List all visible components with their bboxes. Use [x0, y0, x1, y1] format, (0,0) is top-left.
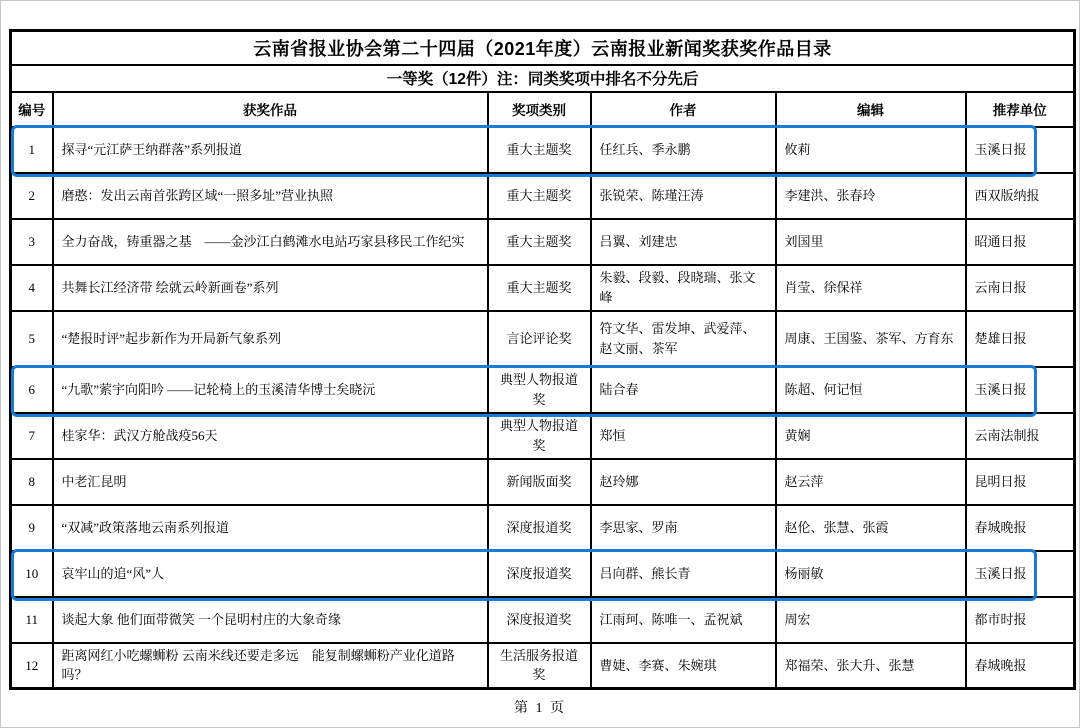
- cell-editors: 攸莉: [776, 127, 966, 173]
- cell-category: 重大主题奖: [488, 219, 591, 265]
- cell-work: 哀牢山的追“风”人: [53, 551, 488, 597]
- cell-unit: 都市时报: [966, 597, 1075, 643]
- cell-editors: 刘国里: [776, 219, 966, 265]
- cell-editors: 李建洪、张春玲: [776, 173, 966, 219]
- cell-editors: 杨丽敏: [776, 551, 966, 597]
- cell-unit: 玉溪日报: [966, 127, 1075, 173]
- cell-no: 5: [11, 311, 53, 367]
- cell-editors: 赵伦、张慧、张霞: [776, 505, 966, 551]
- cell-category: 深度报道奖: [488, 597, 591, 643]
- page-number: 第 1 页: [514, 701, 566, 716]
- cell-no: 12: [11, 643, 53, 689]
- cell-authors: 吕向群、熊长青: [591, 551, 776, 597]
- table-row: [11, 413, 1075, 459]
- cell-authors: 符文华、雷发坤、武爱萍、赵文丽、茶军: [591, 311, 776, 367]
- cell-unit: 楚雄日报: [966, 311, 1075, 367]
- cell-no: 8: [11, 459, 53, 505]
- cell-unit: 云南法制报: [966, 413, 1075, 459]
- cell-unit: 玉溪日报: [966, 551, 1075, 597]
- cell-work: 中老汇昆明: [53, 459, 488, 505]
- cell-authors: 赵玲娜: [591, 459, 776, 505]
- table-row: [11, 597, 1075, 643]
- subtitle-row: [11, 65, 1075, 92]
- table-row: [11, 265, 1075, 311]
- column-header-unit: 推荐单位: [966, 92, 1075, 127]
- cell-category: 新闻版面奖: [488, 459, 591, 505]
- cell-category: 重大主题奖: [488, 265, 591, 311]
- cell-editors: 黄娴: [776, 413, 966, 459]
- column-header-category: 奖项类别: [488, 92, 591, 127]
- cell-unit: 玉溪日报: [966, 367, 1075, 413]
- cell-unit: 昆明日报: [966, 459, 1075, 505]
- table-row: [11, 551, 1075, 597]
- cell-category: 言论评论奖: [488, 311, 591, 367]
- table-row: [11, 643, 1075, 689]
- document-title: 云南省报业协会第二十四届（2021年度）云南报业新闻奖获奖作品目录: [11, 31, 1075, 65]
- cell-work: 探寻“元江萨王纳群落”系列报道: [53, 127, 488, 173]
- document-subtitle: 一等奖（12件）注：同类奖项中排名不分先后: [11, 65, 1075, 92]
- cell-authors: 曹婕、李赛、朱婉琪: [591, 643, 776, 689]
- cell-authors: 江雨珂、陈唯一、孟祝斌: [591, 597, 776, 643]
- cell-work: “楚报时评”起步新作为开局新气象系列: [53, 311, 488, 367]
- cell-category: 典型人物报道奖: [488, 367, 591, 413]
- cell-work: 共舞长江经济带 绘就云岭新画卷”系列: [53, 265, 488, 311]
- cell-authors: 任红兵、季永鹏: [591, 127, 776, 173]
- table-row: [11, 127, 1075, 173]
- cell-work: 谈起大象 他们面带微笑 一个昆明村庄的大象奇缘: [53, 597, 488, 643]
- cell-unit: 昭通日报: [966, 219, 1075, 265]
- cell-no: 7: [11, 413, 53, 459]
- cell-authors: 郑恒: [591, 413, 776, 459]
- cell-authors: 吕翼、刘建忠: [591, 219, 776, 265]
- cell-authors: 张锐荣、陈瑾汪涛: [591, 173, 776, 219]
- cell-work: 磨憨：发出云南首张跨区域“一照多址”营业执照: [53, 173, 488, 219]
- cell-authors: 陆合春: [591, 367, 776, 413]
- table-row: [11, 173, 1075, 219]
- cell-unit: 春城晚报: [966, 643, 1075, 689]
- cell-no: 3: [11, 219, 53, 265]
- table-row: [11, 219, 1075, 265]
- column-header-no: 编号: [11, 92, 53, 127]
- table-row: [11, 367, 1075, 413]
- column-header-work: 获奖作品: [53, 92, 488, 127]
- table-row: [11, 311, 1075, 367]
- awards-table: [9, 29, 1076, 690]
- cell-editors: 赵云萍: [776, 459, 966, 505]
- cell-category: 深度报道奖: [488, 505, 591, 551]
- table-row: [11, 459, 1075, 505]
- cell-work: 全力奋战，铸重器之基 ——金沙江白鹤滩水电站巧家县移民工作纪实: [53, 219, 488, 265]
- table-row: [11, 505, 1075, 551]
- cell-category: 深度报道奖: [488, 551, 591, 597]
- cell-no: 10: [11, 551, 53, 597]
- cell-authors: 李思家、罗南: [591, 505, 776, 551]
- cell-work: 桂家华：武汉方舱战疫56天: [53, 413, 488, 459]
- cell-editors: 郑福荣、张大升、张慧: [776, 643, 966, 689]
- cell-work: 距离网红小吃螺蛳粉 云南米线还要走多远 能复制螺蛳粉产业化道路吗？: [53, 643, 488, 689]
- cell-no: 11: [11, 597, 53, 643]
- cell-no: 6: [11, 367, 53, 413]
- column-header-authors: 作者: [591, 92, 776, 127]
- cell-editors: 肖莹、徐保祥: [776, 265, 966, 311]
- cell-editors: 周康、王国鉴、茶军、方育东: [776, 311, 966, 367]
- cell-category: 重大主题奖: [488, 127, 591, 173]
- title-row: [11, 31, 1075, 65]
- cell-category: 重大主题奖: [488, 173, 591, 219]
- cell-category: 生活服务报道奖: [488, 643, 591, 689]
- header-row: [11, 92, 1075, 127]
- cell-no: 9: [11, 505, 53, 551]
- cell-no: 4: [11, 265, 53, 311]
- cell-editors: 周宏: [776, 597, 966, 643]
- cell-no: 1: [11, 127, 53, 173]
- cell-unit: 西双版纳报: [966, 173, 1075, 219]
- cell-no: 2: [11, 173, 53, 219]
- cell-category: 典型人物报道奖: [488, 413, 591, 459]
- cell-editors: 陈超、何记恒: [776, 367, 966, 413]
- cell-work: “九歌”萦宇向阳吟 ——记轮椅上的玉溪清华博士矣晓沅: [53, 367, 488, 413]
- cell-unit: 春城晚报: [966, 505, 1075, 551]
- column-header-editors: 编辑: [776, 92, 966, 127]
- cell-authors: 朱毅、段毅、段晓瑞、张文峰: [591, 265, 776, 311]
- cell-work: “双减”政策落地云南系列报道: [53, 505, 488, 551]
- cell-unit: 云南日报: [966, 265, 1075, 311]
